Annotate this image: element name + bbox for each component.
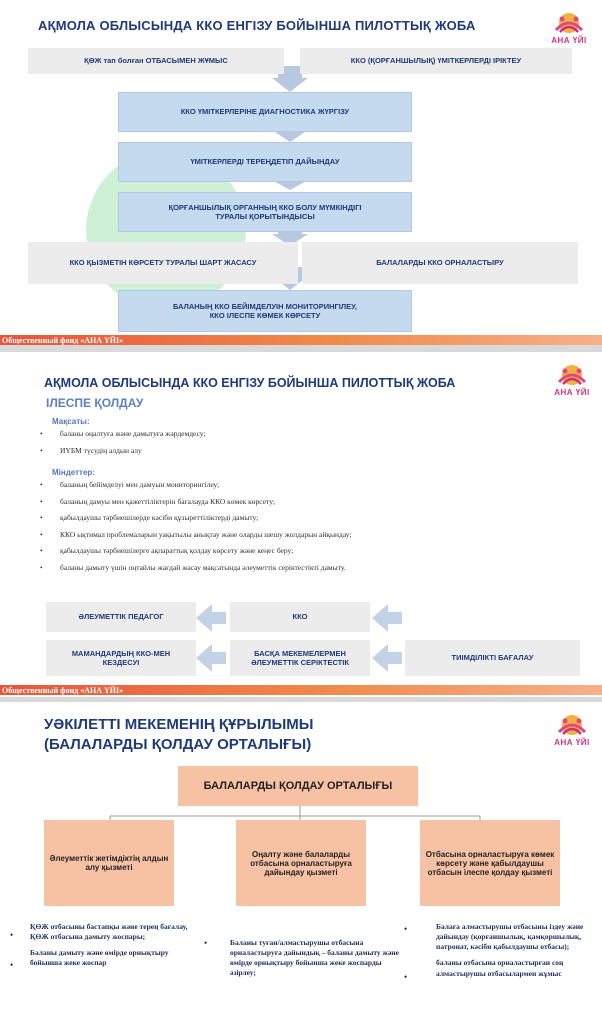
center-box: БАЛАЛАРДЫ ҚОЛДАУ ОРТАЛЫҒЫ bbox=[178, 766, 418, 806]
bullet-dot: • bbox=[404, 924, 408, 934]
bullet-dot: • bbox=[404, 972, 408, 982]
step-monitoring: БАЛАНЫҢ ККО БЕЙІМДЕЛУІН МОНИТОРИНГІЛЕУ, ККО ІЛЕСПЕ КӨМЕК КӨРСЕТУ bbox=[118, 290, 412, 332]
flow-left-arrows bbox=[0, 598, 602, 680]
col2-list bbox=[230, 938, 400, 985]
step-work-with-family: ҚӨЖ тап болған ОТБАСЫМЕН ЖҰМЫС bbox=[28, 48, 284, 74]
step-placement: БАЛАЛАРДЫ ККО ОРНАЛАСТЫРУ bbox=[302, 242, 578, 284]
ana-ui-logo bbox=[551, 362, 593, 398]
tasks-list bbox=[38, 477, 352, 576]
list-item: • ИҮБМ түсудің алдын алу bbox=[38, 443, 206, 460]
col3-list bbox=[436, 922, 602, 985]
ana-ui-logo bbox=[551, 712, 593, 748]
list-item: Балаға алмастырушы отбасыны іздеу және дайындау (қорғаншылық, қамқоршылық, патронат, кәсіби қабылдаушы отбасы); bbox=[436, 922, 584, 952]
logo-text: АНА ҮЙІ bbox=[554, 738, 590, 747]
list-item: • баланы оңалтуға және дамытуға жәрдемдесу; bbox=[38, 426, 206, 443]
flow-efficiency: ТИІМДІЛІКТІ БАҒАЛАУ bbox=[405, 640, 580, 676]
step-preparation: ҮМІТКЕРЛЕРДІ ТЕРЕҢДЕТІП ДАЙЫНДАУ bbox=[118, 142, 412, 182]
list-item: Баланы дамыту және өмірде орнықтыру бойынша жеке жоспар bbox=[30, 948, 169, 968]
step-diagnostics: ККО ҮМІТКЕРЛЕРІНЕ ДИАГНОСТИКА ЖҮРГІЗУ bbox=[118, 92, 412, 132]
slide-pilot-project-flow bbox=[0, 0, 602, 345]
ana-ui-logo bbox=[548, 10, 590, 46]
col1-list bbox=[30, 922, 200, 975]
logo-figures-icon bbox=[548, 10, 590, 36]
slide-separator bbox=[0, 345, 602, 352]
list-item: • баланың бейімделуі мен дамуын мониторингілеу; bbox=[38, 477, 352, 494]
step-guardianship-conclusion: ҚОРҒАНШЫЛЫҚ ОРГАННЫҢ ККО БОЛУ МҮМКІНДІГІ ТУРАЛЫ ҚОРЫТЫНДЫСЫ bbox=[118, 192, 412, 232]
slide-support bbox=[0, 352, 602, 697]
flow-social-pedagogue: ӘЛЕУМЕТТІК ПЕДАГОГ bbox=[46, 602, 196, 632]
list-item: Баланы туған/алмастырушы отбасына орналастыруға дайындық – баланы дамыту және өмірде орнықтыру бойынша жеке жоспарды әзірлеу; bbox=[230, 938, 399, 978]
bullet-dot: • bbox=[204, 938, 208, 948]
slide1-title: АҚМОЛА ОБЛЫСЫНДА ККО ЕНГІЗУ БОЙЫНША ПИЛОТТЫҚ ЖОБА bbox=[38, 18, 476, 33]
bullet-dot: • bbox=[10, 960, 14, 970]
branch-rehabilitation: Оңалту және балаларды отбасына орналастыруға дайындау қызметі bbox=[236, 820, 366, 906]
logo-text: АНА ҮЙІ bbox=[551, 36, 587, 45]
tasks-label: Міндеттер: bbox=[52, 468, 95, 477]
slide1-footer-text: Общественный фонд «АНА ҮЙІ» bbox=[2, 336, 124, 345]
logo-text: АНА ҮЙІ bbox=[554, 388, 590, 397]
list-item: • ККО ықтимал проблемаларын уақытылы анықтау және оларды шешу жолдарын айқындау; bbox=[38, 527, 352, 544]
slide-structure bbox=[0, 702, 602, 1024]
logo-figures-icon bbox=[551, 362, 593, 388]
slide2-footer-text: Общественный фонд «АНА ҮЙІ» bbox=[2, 686, 124, 695]
slide2-title: АҚМОЛА ОБЛЫСЫНДА ККО ЕНГІЗУ БОЙЫНША ПИЛОТТЫҚ ЖОБА bbox=[44, 376, 456, 390]
slide3-title-line1: УӘКІЛЕТТІ МЕКЕМЕНІҢ ҚҰРЫЛЫМЫ bbox=[44, 716, 314, 733]
list-item: • қабылдаушы тәрбиешілерге ақпараттық қолдау көрсету және кеңес беру; bbox=[38, 543, 352, 560]
list-item: • баланың дамуы мен қажеттіліктерін бағалауда ККО көмек көрсету; bbox=[38, 494, 352, 511]
branch-prevention: Әлеуметтік жетімдіктің алдын алу қызметі bbox=[44, 820, 174, 906]
goals-label: Мақсаты: bbox=[52, 417, 90, 426]
step-contract: ККО ҚЫЗМЕТІН КӨРСЕТУ ТУРАЛЫ ШАРТ ЖАСАСУ bbox=[28, 242, 298, 284]
slide3-title-line2: (БАЛАЛАРДЫ ҚОЛДАУ ОРТАЛЫҒЫ) bbox=[44, 736, 312, 753]
branch-family-support: Отбасына орналастыруға көмек көрсету және қабылдаушы отбасын ілеспе қолдау қызметі bbox=[420, 820, 560, 906]
list-item: • қабылдаушы тәрбиешілерде кәсіби құзыреттіліктерді дамыту; bbox=[38, 510, 352, 527]
list-item: • баланы дамыту үшін оңтайлы жағдай жасау мақсатында әлеуметтік серіктестікті дамыту. bbox=[38, 560, 352, 577]
flow-partnership: БАСҚА МЕКЕМЕЛЕРМЕН ӘЛЕУМЕТТІК СЕРІКТЕСТІК bbox=[230, 640, 370, 676]
logo-figures-icon bbox=[551, 712, 593, 738]
list-item: баланы отбасына орналастырған соң алмастырушы отбасылармен жұмыс bbox=[436, 958, 564, 978]
list-item: ҚӨЖ отбасыны бастапқы және терең бағалау, ҚӨЖ отбасына дамыту жоспары; bbox=[30, 922, 188, 942]
flow-specialist-meeting: МАМАНДАРДЫҢ ККО-МЕН КЕЗДЕСУІ bbox=[46, 640, 196, 676]
bullet-dot: • bbox=[10, 930, 14, 940]
slide2-subtitle: ІЛЕСПЕ ҚОЛДАУ bbox=[46, 396, 144, 410]
goals-list bbox=[38, 426, 206, 459]
step-select-candidates: ККО (ҚОРҒАНШЫЛЫҚ) ҮМІТКЕРЛЕРДІ ІРІКТЕУ bbox=[300, 48, 572, 74]
flow-kko: ККО bbox=[230, 602, 370, 632]
